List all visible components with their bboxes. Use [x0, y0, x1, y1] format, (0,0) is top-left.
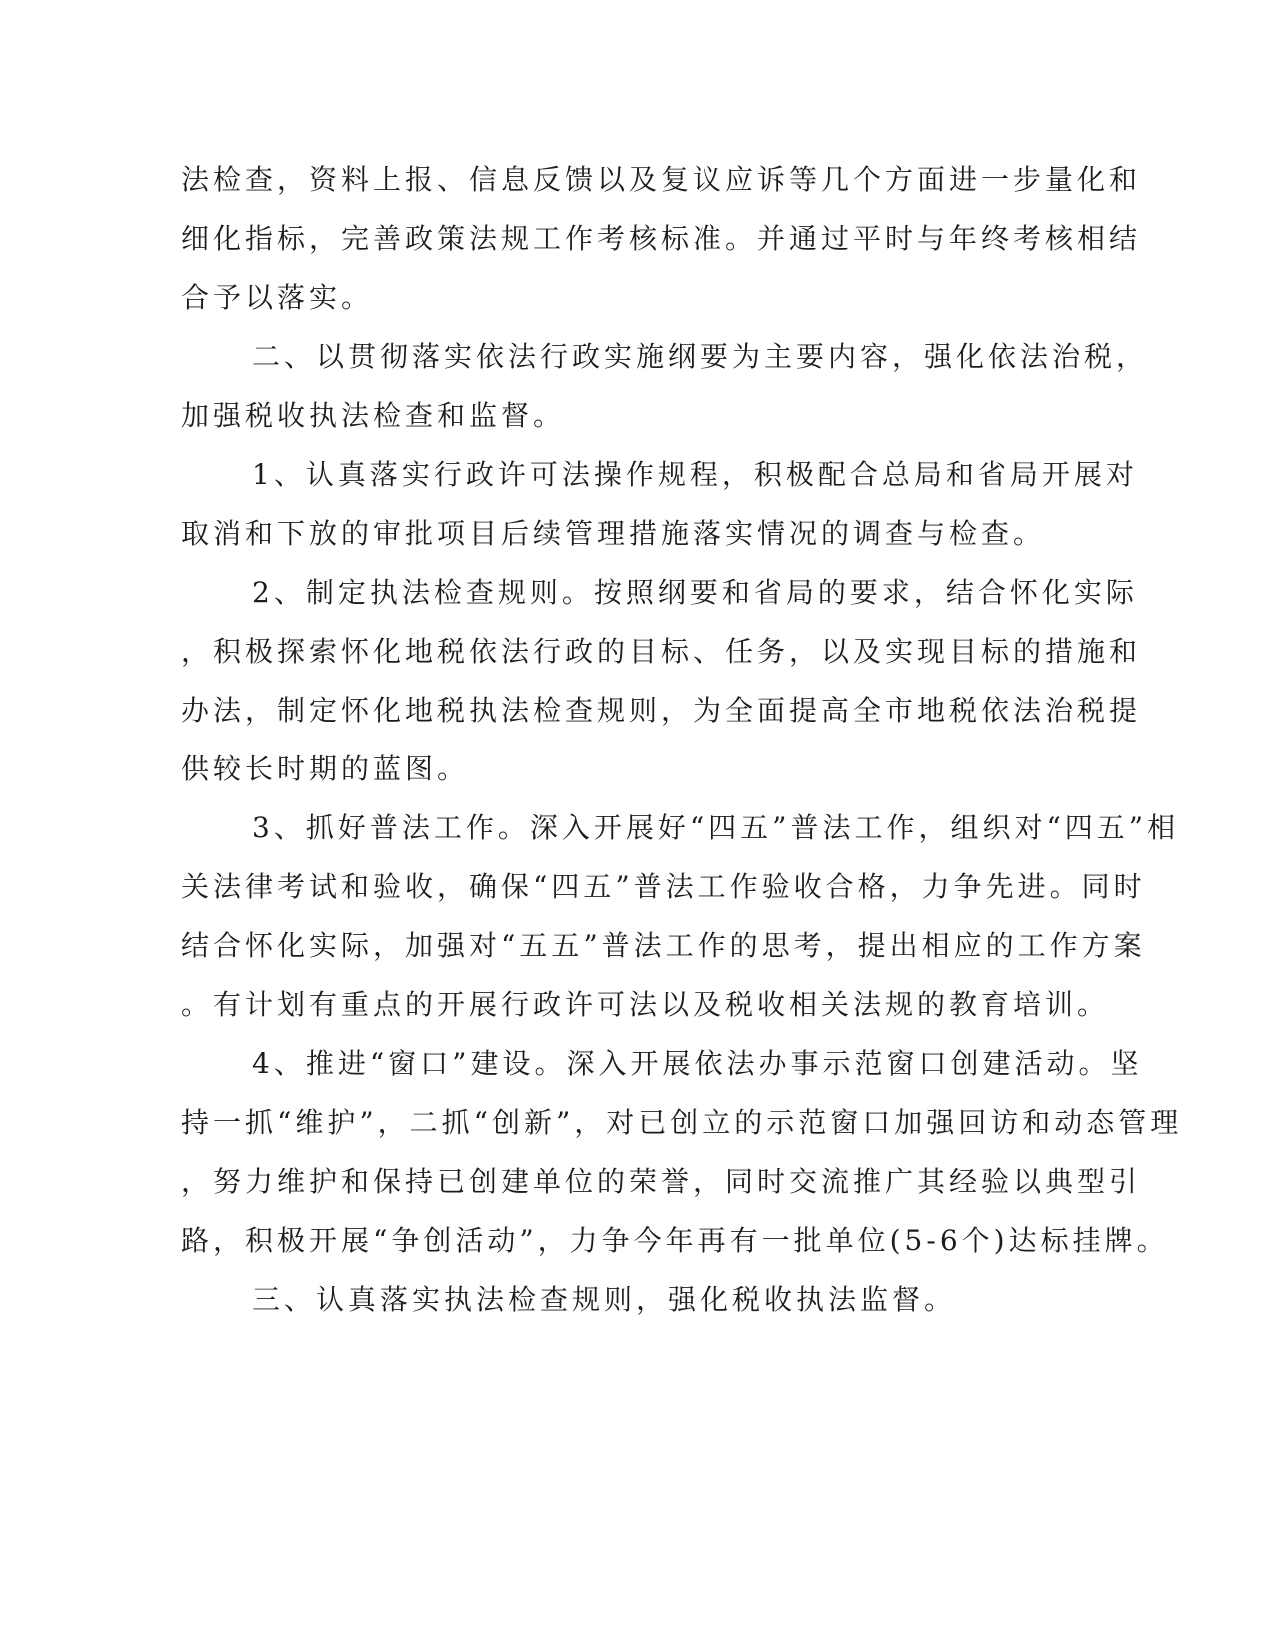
text-line-18: ，努力维护和保持已创建单位的荣誉，同时交流推广其经验以典型引: [181, 1165, 1142, 1198]
text-line-13: 关法律考试和验收，确保“四五”普法工作验收合格，力争先进。同时: [181, 870, 1146, 903]
text-line-19: 路，积极开展“争创活动”，力争今年再有一批单位(5-6个)达标挂牌。: [181, 1224, 1169, 1257]
text-line-5: 加强税收执法检查和监督。: [181, 399, 566, 432]
text-line-16: 4、推进“窗口”建设。深入开展依法办事示范窗口创建活动。坚: [252, 1047, 1143, 1080]
text-line-14: 结合怀化实际，加强对“五五”普法工作的思考，提出相应的工作方案: [181, 929, 1146, 962]
text-line-15: 。有计划有重点的开展行政许可法以及税收相关法规的教育培训。: [181, 988, 1110, 1021]
text-line-11: 供较长时期的蓝图。: [181, 752, 470, 785]
text-line-20: 三、认真落实执法检查规则，强化税收执法监督。: [252, 1283, 957, 1316]
text-line-10: 办法，制定怀化地税执法检查规则，为全面提高全市地税依法治税提: [181, 694, 1142, 727]
text-line-2: 细化指标，完善政策法规工作考核标准。并通过平时与年终考核相结: [181, 222, 1142, 255]
text-line-1: 法检查，资料上报、信息反馈以及复议应诉等几个方面进一步量化和: [181, 163, 1142, 196]
text-line-4: 二、以贯彻落实依法行政实施纲要为主要内容，强化依法治税，: [252, 340, 1149, 373]
text-line-17: 持一抓“维护”，二抓“创新”，对已创立的示范窗口加强回访和动态管理: [181, 1106, 1183, 1139]
text-line-6: 1、认真落实行政许可法操作规程，积极配合总局和省局开展对: [252, 458, 1138, 491]
text-line-9: ，积极探索怀化地税依法行政的目标、任务，以及实现目标的措施和: [181, 635, 1142, 668]
text-line-7: 取消和下放的审批项目后续管理措施落实情况的调查与检查。: [181, 517, 1046, 550]
text-line-3: 合予以落实。: [181, 281, 374, 314]
text-line-12: 3、抓好普法工作。深入开展好“四五”普法工作，组织对“四五”相: [252, 811, 1180, 844]
text-line-8: 2、制定执法检查规则。按照纲要和省局的要求，结合怀化实际: [252, 576, 1138, 609]
